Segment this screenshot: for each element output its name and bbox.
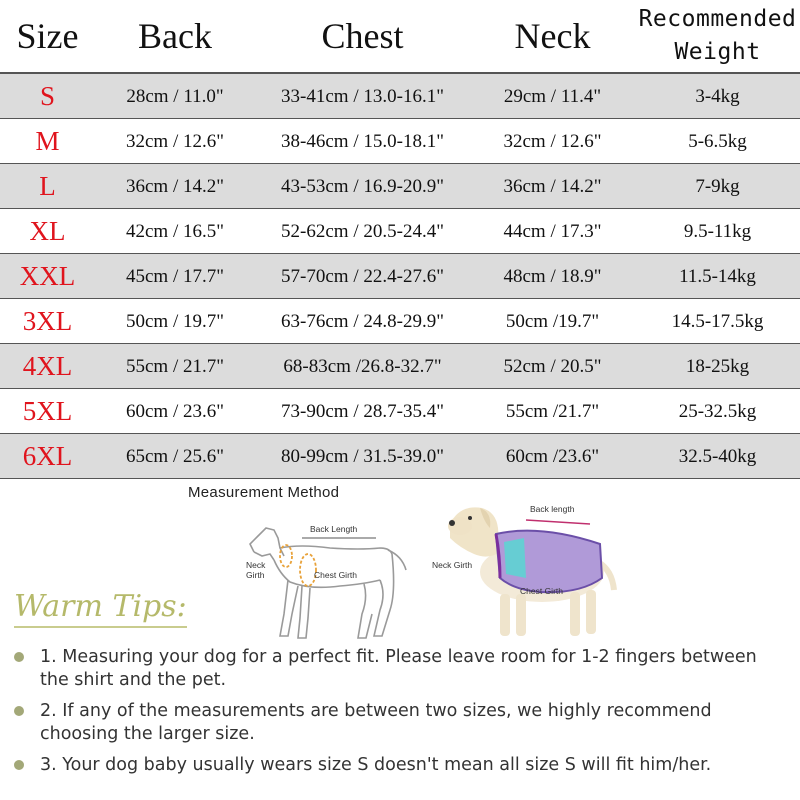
table-row [0, 299, 800, 344]
cell-size: M [35, 126, 60, 156]
cell-back: 45cm / 17.7" [126, 265, 224, 287]
cell-back: 65cm / 25.6" [126, 445, 224, 467]
header-size: Size [16, 16, 79, 56]
cell-chest: 52-62cm / 20.5-24.4" [281, 220, 444, 242]
tip-item [10, 754, 790, 777]
cell-chest: 33-41cm / 13.0-16.1" [281, 85, 444, 107]
cell-weight: 3-4kg [695, 85, 740, 107]
cell-neck: 52cm / 20.5" [503, 355, 602, 377]
cell-size: 4XL [22, 351, 73, 381]
cell-neck: 48cm / 18.9" [503, 265, 602, 287]
warm-tips-title: Warm Tips: [14, 588, 187, 628]
cell-neck: 32cm / 12.6" [503, 130, 602, 152]
tip-item [10, 646, 790, 692]
table-body [0, 74, 800, 479]
dog-coat-icon [496, 531, 602, 593]
table-row [0, 344, 800, 389]
header-weight-line2: Weight [674, 39, 761, 65]
bullet-icon [14, 706, 24, 716]
cell-weight: 9.5-11kg [683, 220, 752, 242]
dog-outline-diagram [240, 514, 415, 649]
diagram-chest-girth-label: Chest Girth [314, 570, 357, 580]
tip-text: 1. Measuring your dog for a perfect fit. Please leave room for 1-2 fingers between the shirt and the pet. [40, 647, 757, 690]
cell-back: 42cm / 16.5" [126, 220, 224, 242]
cell-weight: 14.5-17.5kg [671, 310, 764, 332]
photo-back-length-label: Back length [530, 504, 575, 514]
table-row [0, 164, 800, 209]
bullet-icon [14, 760, 24, 770]
tip-item [10, 700, 790, 746]
cell-size: 3XL [22, 306, 73, 336]
cell-weight: 5-6.5kg [688, 130, 747, 152]
cell-weight: 11.5-14kg [679, 265, 756, 287]
cell-neck: 60cm /23.6" [505, 445, 600, 467]
photo-neck-girth-label: Neck Girth [432, 560, 473, 570]
cell-back: 60cm / 23.6" [126, 400, 224, 422]
table-header-row [0, 0, 800, 74]
cell-weight: 25-32.5kg [678, 400, 757, 422]
bullet-icon [14, 652, 24, 662]
photo-back-length-arrow-icon [526, 520, 590, 524]
cell-chest: 68-83cm /26.8-32.7" [283, 355, 442, 377]
cell-neck: 44cm / 17.3" [503, 220, 602, 242]
tip-text: 2. If any of the measurements are between two sizes, we highly recommend choosing the larger size. [40, 701, 712, 744]
table-row [0, 254, 800, 299]
table-row [0, 74, 800, 119]
table-row [0, 209, 800, 254]
photo-chest-girth-label: Chest Girth [520, 586, 563, 596]
cell-chest: 73-90cm / 28.7-35.4" [281, 400, 444, 422]
diagram-girth-label: Girth [246, 570, 265, 580]
cell-size: 6XL [22, 441, 73, 471]
cell-back: 32cm / 12.6" [126, 130, 224, 152]
cell-chest: 38-46cm / 15.0-18.1" [281, 130, 444, 152]
cell-neck: 55cm /21.7" [505, 400, 600, 422]
cell-size: XXL [19, 261, 76, 291]
measurement-method-title: Measurement Method [188, 484, 340, 501]
tip-text: 3. Your dog baby usually wears size S doesn't mean all size S will fit him/her. [40, 755, 712, 775]
cell-size: L [39, 171, 56, 201]
diagram-back-length-label: Back Length [310, 524, 358, 534]
cell-back: 36cm / 14.2" [126, 175, 224, 197]
diagram-neck-label: Neck [246, 560, 266, 570]
cell-weight: 18-25kg [685, 355, 750, 377]
cell-size: S [39, 81, 56, 111]
cell-chest: 80-99cm / 31.5-39.0" [281, 445, 444, 467]
cell-back: 55cm / 21.7" [126, 355, 224, 377]
header-back: Back [138, 16, 212, 56]
table-row [0, 119, 800, 164]
header-chest: Chest [321, 16, 404, 56]
cell-size: XL [29, 216, 66, 246]
cell-neck: 29cm / 11.4" [503, 85, 602, 107]
header-recommended-weight [635, 0, 800, 72]
header-neck: Neck [514, 16, 591, 56]
warm-tips-list [10, 646, 790, 785]
cell-chest: 43-53cm / 16.9-20.9" [281, 175, 444, 197]
cell-weight: 7-9kg [695, 175, 740, 197]
cell-weight: 32.5-40kg [678, 445, 757, 467]
cell-back: 50cm / 19.7" [126, 310, 224, 332]
cell-size: 5XL [22, 396, 73, 426]
cell-chest: 57-70cm / 22.4-27.6" [281, 265, 444, 287]
cell-neck: 50cm /19.7" [505, 310, 600, 332]
dog-outline-icon [250, 528, 406, 638]
cell-neck: 36cm / 14.2" [503, 175, 602, 197]
table-row [0, 389, 800, 434]
cell-chest: 63-76cm / 24.8-29.9" [281, 310, 444, 332]
cell-back: 28cm / 11.0" [126, 85, 224, 107]
header-weight-line1: Recommended [638, 6, 797, 32]
table-row [0, 434, 800, 479]
dog-wearing-coat-illustration [430, 494, 620, 644]
